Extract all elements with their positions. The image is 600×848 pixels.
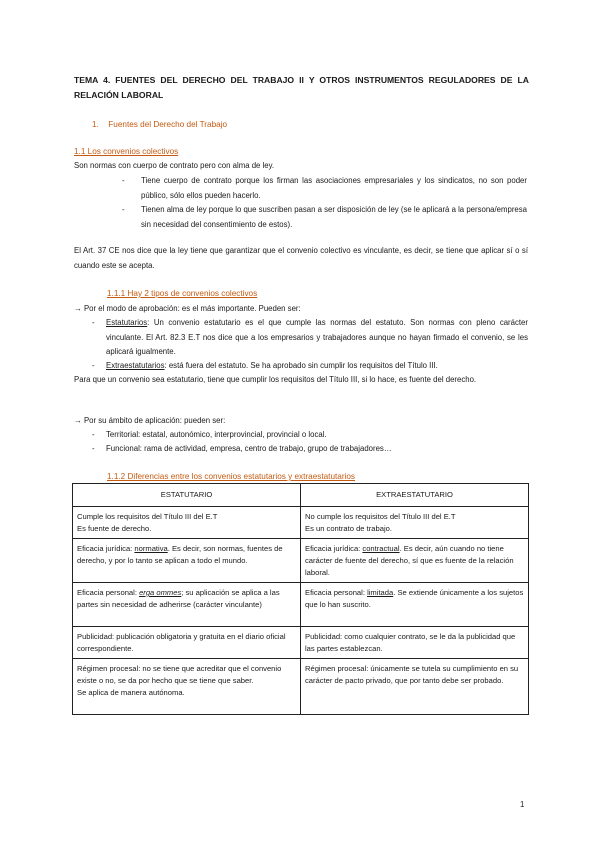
scope-item-funcional <box>92 442 528 457</box>
table-cell: Régimen procesal: únicamente se tutela su cumplimiento en su carácter de pacto privado, que por tanto debe ser probado. <box>301 659 529 715</box>
cell-term: limitada <box>367 588 394 597</box>
table-cell <box>301 539 529 583</box>
table-row <box>73 539 529 583</box>
table-row <box>73 659 529 715</box>
section-number: 1. <box>92 120 99 129</box>
table-cell <box>301 583 529 627</box>
cell-term: normativa <box>134 544 168 553</box>
table-cell: Publicidad: publicación obligatoria y gratuita en el diario oficial correspondiente. <box>73 627 301 659</box>
table-row <box>73 583 529 627</box>
bullet-text: Tienen alma de ley porque lo que suscriben pasan a ser disposición de ley (se le aplicará a la persona/empresa sin necesidad del consentimiento de estos). <box>141 205 527 229</box>
cell-term: erga ommes <box>139 588 182 597</box>
bullet-text: Territorial: estatal, autonómico, interprovincial, provincial o local. <box>106 430 327 439</box>
cell-label: Eficacia personal: <box>305 588 368 597</box>
type-item-extraestatutarios <box>92 359 528 374</box>
bullet-text <box>106 359 528 374</box>
comparison-table <box>72 483 529 715</box>
type-description: : Un convenio estatutario es el que cumple las normas del estatuto. Son normas con pleno carácter vinculante. El Art. 82.3 E.T nos dice que a los empresarios y trabajadores aunque no hayan firmado el convenio, se les aplicará igualmente. <box>106 318 528 356</box>
cell-label: Eficacia personal: <box>77 588 140 597</box>
cell-line: Es un contrato de trabajo. <box>305 524 392 533</box>
scope-intro: → Por su ámbito de aplicación: pueden ser: <box>74 416 226 425</box>
type-item-estatutarios <box>92 316 528 360</box>
table-cell <box>73 539 301 583</box>
cell-line: Cumple los requisitos del Título III del E.T <box>77 512 218 521</box>
bullet-dash: - <box>92 444 95 453</box>
table-cell <box>301 507 529 539</box>
subsection-heading-1-1-1: 1.1.1 Hay 2 tipos de convenios colectivos <box>107 289 258 298</box>
table-cell: Publicidad: como cualquier contrato, se le da la publicidad que las partes establezcan. <box>301 627 529 659</box>
bullet-text: Tiene cuerpo de contrato porque los firman las asociaciones empresariales y los sindicatos, no son poder público, sólo ellos pueden hacerlo. <box>141 176 527 200</box>
cell-line: Se aplica de manera autónoma. <box>77 688 185 697</box>
cell-line: No cumple los requisitos del Título III del E.T <box>305 512 456 521</box>
cell-text: . Es decir, son normas, fuentes de derecho, y por lo tanto se aplican a todo el mundo. <box>77 544 283 565</box>
header-extraestatutario: EXTRAESTATUTARIO <box>301 484 529 507</box>
approval-intro: → Por el modo de aprobación: es el más importante. Pueden ser: <box>74 304 301 313</box>
table-cell <box>73 583 301 627</box>
art37-paragraph: El Art. 37 CE nos dice que la ley tiene que garantizar que el convenio colectivo es vinculante, es decir, se tiene que aplicar sí o sí cuando este se acepta. <box>74 246 528 270</box>
bullet-text <box>106 316 528 360</box>
cell-label: Eficacia jurídica: <box>77 544 135 553</box>
cell-label: Eficacia jurídica: <box>305 544 363 553</box>
bullet-dash: - <box>122 176 125 185</box>
bullet-dash: - <box>92 430 95 439</box>
bullet-dash: - <box>122 205 125 214</box>
cell-text: . Es decir, aún cuando no tiene carácter de fuente del derecho, sí que es fuente de la relación laboral. <box>305 544 514 577</box>
section-heading-1 <box>92 120 227 129</box>
subsection-heading-1-1: 1.1 Los convenios colectivos <box>74 147 179 156</box>
table-cell <box>73 659 301 715</box>
subsection-heading-1-1-2: 1.1.2 Diferencias entre los convenios estatutarios y extraestatutarios <box>107 472 356 481</box>
bullet-dash: - <box>92 318 95 327</box>
document-title: TEMA 4. FUENTES DEL DERECHO DEL TRABAJO II Y OTROS INSTRUMENTOS REGULADORES DE LA RELACIÓN LABORAL <box>74 75 529 100</box>
term-extraestatutarios: Extraestatutarios <box>106 361 165 370</box>
table-header-row <box>73 484 529 507</box>
bullet-text: Funcional: rama de actividad, empresa, centro de trabajo, grupo de trabajadores… <box>106 444 392 453</box>
table-row <box>73 507 529 539</box>
cell-term: contractual <box>362 544 400 553</box>
page-number: 1 <box>520 800 525 809</box>
header-estatutario: ESTATUTARIO <box>73 484 301 507</box>
scope-item-territorial <box>92 428 528 443</box>
bullet-item <box>122 174 527 203</box>
cell-text: ; su aplicación se aplica a las partes sin necesidad de adherirse (carácter vinculante) <box>77 588 280 609</box>
table-row <box>73 627 529 659</box>
bullet-dash: - <box>92 361 95 370</box>
cell-line: Régimen procesal: no se tiene que acreditar que el convenio existe o no, se da por hecho que se tiene que saber. <box>77 664 282 685</box>
cell-line: Es fuente de derecho. <box>77 524 152 533</box>
bullet-item <box>122 203 527 232</box>
estatutario-note: Para que un convenio sea estatutario, tiene que cumplir los requisitos del Título III, si lo hace, es fuente del derecho. <box>74 375 477 384</box>
term-estatutarios: Estatutarios <box>106 318 148 327</box>
type-description: : está fuera del estatuto. Se ha aprobado sin cumplir los requisitos del Título III. <box>164 361 438 370</box>
cell-text: . Se extiende únicamente a los sujetos que lo han suscrito. <box>305 588 524 609</box>
intro-text: Son normas con cuerpo de contrato pero con alma de ley. <box>74 161 275 170</box>
section-title: Fuentes del Derecho del Trabajo <box>108 120 228 129</box>
table-cell <box>73 507 301 539</box>
